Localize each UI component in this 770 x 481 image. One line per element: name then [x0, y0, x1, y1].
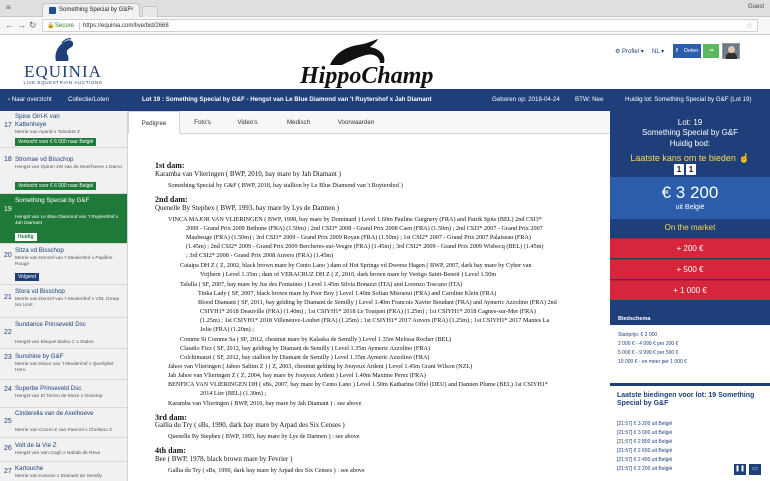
on-market-label: On the market	[664, 223, 716, 232]
logo-text: EQUINIA	[24, 62, 102, 81]
tab-videos[interactable]: Video's	[237, 119, 258, 126]
lot-list-sidebar	[0, 111, 128, 481]
offspring-line: Something Special by G&F ( BWP, 2018, bay stallion by Le Blue Diamond van 't Ruytershof )	[168, 182, 403, 189]
pedigree-line: BENFICA VAN VLIERINGEN DH ( sBs, 2007, bay mare by Cento Lano ) Level 1.50m Katharina Offel (DEU) and Damien Plume (BEL) 1st CSIYH1*	[168, 381, 549, 388]
current-price	[610, 177, 770, 219]
new-tab-button[interactable]	[142, 6, 158, 17]
facebook-icon: f	[676, 48, 678, 54]
lot-digit: 1	[674, 164, 684, 175]
lot-list-item[interactable]	[0, 438, 128, 462]
horse-logo-icon	[18, 37, 108, 63]
pedigree-line: CSIYH1* 2018 Deauville (FRA) (1.40m) ; 1st CSIYH1* 2018 Le Touquet (FRA) (1.25m) ; 1st CSIYH1* 2018 Cagnes-sur-Mer (FRA)	[200, 308, 536, 315]
gear-icon: ⚙	[615, 49, 623, 55]
lot-pedigree: Merrie van Denzel van 't Meulenhof x Papillon Rouge	[15, 256, 113, 267]
lot-name: Cinderella van de Axelhoeve	[15, 410, 94, 417]
pedigree-line: Karamba van Vlieringen ( BWP, 2010, bay mare by Jah Diamant ) : see above	[168, 400, 362, 407]
pedigree-line: Jolie (FRA) (1.20m) ;	[200, 326, 254, 333]
site-header	[0, 35, 770, 89]
tab-medical[interactable]: Medisch	[286, 119, 311, 126]
lot-name: Something Special by G&F	[15, 197, 90, 204]
lot-list-item[interactable]	[0, 148, 128, 194]
lot-name: Stora vd Bisschop	[15, 288, 65, 295]
avatar-body	[726, 53, 737, 59]
price-value: € 3 200	[661, 183, 719, 202]
reload-icon[interactable]: ↻	[29, 20, 37, 30]
guest-profile[interactable]: Guest	[747, 4, 764, 10]
pedigree-line: Tinka Lady ( SF, 2007, black brown mare by Poor Boy ) Level 1.40m Sofian Misraoui (FRA) and Caroline Klein (FRA)	[198, 290, 497, 297]
lot-number: 25	[4, 418, 12, 425]
pedigree-line: VINCA MAJOR VAN VLIERINGEN ( BWP, 1998, bay mare by Dominard ) Level 1.60m Pauline Guignery (FRA) and Patrik Spits (BEL) 2nd CSI3*	[168, 216, 542, 223]
bid-lot-name: Something Special by G&F	[641, 128, 739, 137]
language-label: NL	[652, 49, 660, 55]
last-chance-label	[610, 153, 770, 164]
dam2-name: Quenelle By Stephex ( BWP, 1993, bay mare by Lys de Darmen )	[155, 204, 339, 212]
dam4-title: 4th dam:	[155, 446, 186, 455]
tab-title: Something Special by G&F	[59, 7, 132, 13]
lot-pedigree: Hengst van Van Gogh x Nabab de Reve	[15, 451, 101, 456]
divider	[79, 22, 80, 30]
lot-list-item[interactable]	[0, 408, 128, 438]
address-bar[interactable]	[42, 19, 758, 32]
dam4-name: Bee ( BWP, 1978, black brown mare by Fevrier )	[155, 455, 293, 463]
lot-number: 22	[4, 329, 12, 336]
lot-list-item[interactable]	[0, 462, 128, 481]
next-badge: Volgend	[15, 273, 39, 281]
lot-list-item[interactable]	[0, 111, 128, 148]
pedigree-line: Maubeuge (FRA) (1.50m) ; 3rd CSI3* 2009 - Grand Prix 2009 Royan (FRA) (1.50m) ; 1st CSI2* 2007 - Grand Prix 2007 Palaiseau (FRA)	[186, 234, 531, 241]
lot-pedigree: Hengst van El Torreo de Muze x Nonstop	[15, 394, 103, 399]
bid-history-line: [21:57] € 2 400 uit België	[617, 457, 673, 463]
bid-schema-line: 10 000 € - en meer per 1 000 €	[618, 359, 687, 365]
back-arrow-icon[interactable]: ←	[5, 20, 14, 30]
pedigree-line: Vrijhern ) Level 1.35m ; dam of VERACRUZ DH Z ( Z, 2010, dark brown mare by Vertigo Saint-Benoit ) Level 1.50m	[200, 271, 497, 278]
bid-history-line: [21:57] € 2 200 uit België	[617, 466, 673, 472]
pedigree-line: 2009 - Grand Prix 2009 Bethune (FRA) (1.50m) ; 2nd CSI3* 2008 - Grand Prix 2008 Caen (FRA) (1.50m) ; 2nd CSI3* 2007 - Grand Prix 2007	[186, 225, 543, 232]
pedigree-line: Blood Diamant ( SF, 2011, bay gelding by Diamant de Semilly ) Level 1.40m Francois Xavier Boudant (FRA) and Aymeric Azzolino (FRA) 2nd	[198, 299, 557, 306]
bid-schema-line: Startprijs: € 2 000	[618, 332, 658, 338]
lot-name: Volt de la Vie Z	[15, 442, 57, 449]
browser-tab[interactable]	[42, 3, 140, 17]
pedigree-line: (1.45m) ; 2nd CSI2* 2009 - Grand Prix 2009 Bercheres-sur-Vesgre (FRA) (1.45m) ; 3rd CSI2* 2009 - Grand Prix 2009 Wisbecq (BEL) (1.45m)	[186, 243, 544, 250]
lot-list-item-active[interactable]	[0, 194, 128, 244]
pedigree-line: Cataipa DH Z ( Z, 2002, black brown mare by Cento Lano ) dam of Hot Springs vd Dwerse Hagen ( BWP, 2007, dark bay mare by Cyber van	[180, 262, 532, 269]
dam1-name: Karamba van Vlieringen ( BWP, 2010, bay mare by Jah Diamant )	[155, 170, 341, 178]
bid-history-line: [21:57] € 3 000 uit België	[617, 430, 673, 436]
logo-subtitle: LIVE EQUESTRIAN AUCTIONS	[23, 80, 103, 85]
lot-list-item[interactable]	[0, 285, 128, 318]
bid-history-line: [21:57] € 3 200 uit België	[617, 421, 673, 427]
pedigree-panel	[128, 134, 610, 481]
lot-number: 18	[4, 156, 12, 163]
lot-number: 19	[4, 206, 12, 213]
bid-history-title: Laatste biedingen voor lot: 19 Something Special by G&F	[617, 392, 755, 407]
forward-arrow-icon[interactable]: →	[17, 20, 26, 30]
hippochamp-logo	[300, 37, 434, 89]
lot-pedigree: Hengst van Bisquet Balou C x Stalon	[15, 340, 94, 345]
bid-500-button[interactable]: + 500 €	[610, 259, 770, 279]
pedigree-line: Claudio Fizz ( SF, 2012, bay gelding by Diamant de Semilly ) Level 1.35m Aymeric Azzolino (FRA)	[180, 345, 431, 352]
bookmark-star-icon[interactable]: ☆	[745, 21, 753, 30]
bid-schema-line: 5 000 € - 9 999 € per 500 €	[618, 350, 679, 356]
dam1-title: 1st dam:	[155, 161, 185, 170]
bidding-panel	[610, 111, 770, 481]
lot-digit: 1	[686, 164, 696, 175]
tab-pedigree[interactable]: Pedigree	[128, 111, 180, 134]
collection-link[interactable]: Collectie/Loten	[68, 96, 109, 103]
bid-lot-number: Lot: 19	[677, 118, 703, 127]
secure-label: Secure	[55, 23, 75, 29]
lot-name: Sundance Prinseveld Dsc	[15, 321, 86, 328]
born-date: Geboren op: 2018-04-24	[492, 96, 560, 103]
lot-number: 17	[4, 122, 12, 129]
lot-list-item[interactable]	[0, 349, 128, 380]
lock-icon: 🔒	[47, 23, 55, 29]
logout-icon: ⇥	[708, 48, 714, 54]
lot-pedigree: Merrie van Apardi x Taloubet Z	[15, 130, 80, 135]
lot-pedigree: Hengst van Le Blue Diamond van 't Ruytershof x Jah Diamant	[15, 215, 119, 226]
offspring-line: Gallia du Try ( sBs, 1990, dark bay mare by Arpad des Six Censes ) : see above	[168, 467, 365, 474]
auction-logo-text: HippoChamp	[300, 63, 434, 89]
lot-title	[142, 96, 432, 103]
lot-name-cont: Kattenheye	[15, 121, 47, 128]
lot-tabs	[128, 111, 610, 134]
pause-icon[interactable]: ❚❚	[734, 464, 746, 475]
lot-header-bar	[0, 89, 770, 111]
browser-tabbar	[0, 0, 770, 17]
lot-number: 24	[4, 386, 12, 393]
favicon-icon	[49, 7, 56, 14]
lot-number: 20	[4, 252, 12, 259]
lot-name: Sunshine by G&F	[15, 353, 64, 360]
bid-history	[610, 383, 770, 481]
bid-history-line: [21:57] € 2 800 uit België	[617, 439, 673, 445]
share-button[interactable]	[673, 44, 701, 58]
current-lot: Huidig lot: Something Special by G&F (Lot 19)	[625, 96, 752, 103]
pedigree-line: ; 3rd CSI2* 2008 - Grand Prix 2008 Auvers (FRA) (1.45m)	[186, 252, 334, 259]
lot-list-item[interactable]	[0, 244, 128, 285]
dam2-title: 2nd dam:	[155, 195, 188, 204]
btw-status: BTW: Nee	[575, 96, 604, 103]
profile-menu[interactable]: ⚙ Profiel ▾	[615, 49, 644, 55]
url-text: https://equinia.com/live/bid/2668	[83, 23, 169, 29]
lot-list-item[interactable]	[0, 318, 128, 349]
lot-pedigree: Merrie van Kannan x Diamant de Semilly	[15, 474, 102, 479]
lot-name: Sitza vd Bisschop	[15, 247, 64, 254]
lot-number: 26	[4, 445, 12, 452]
share-label: Delen	[684, 48, 699, 54]
lot-pedigree: Merrie van Nixon van 't Meulenhof x Querlybet Hero	[15, 362, 114, 373]
pedigree-line: Colchimanzi ( SF, 2012, bay stallion by Diamant de Semilly ) Level 1.35m Aymeric Azzolino (FRA)	[180, 354, 430, 361]
last-chance-text: Laatste kans om te bieden	[630, 153, 736, 163]
lot-title-text: Lot 19 : Something Special by G&F - Hengst van Le Blue Diamond van 't Ruytershof x Jah Diamant	[142, 96, 432, 103]
pedigree-line: (1.25m) ; 1st CSIYH1* 2018 Villeneuve-Loubet (FRA) (1.25m) ; 1st CSIYH1* 2017 Auvers (FRA) (1.25m) ; 1st CSIYH1* 2017 Mantes La	[200, 317, 550, 324]
lot-name: Kartouche	[15, 465, 44, 472]
bid-schema-line: 2 000 € - 4 999 € per 200 €	[618, 341, 679, 347]
tab-conditions[interactable]: Voorwaarden	[337, 119, 375, 126]
bid-1000-button[interactable]: + 1 000 €	[610, 280, 770, 300]
sold-badge: Verkocht voor € 6 000 naar België	[15, 138, 96, 146]
close-icon[interactable]: ×	[129, 6, 134, 13]
lot-pedigree: Merrie van Denzel van 't Meulenhof x VDL Groep No Limit	[15, 297, 120, 308]
back-to-overview-link[interactable]	[8, 96, 52, 103]
browser-toolbar	[0, 17, 770, 35]
bid-history-line: [21:57] € 2 600 uit België	[617, 448, 673, 454]
lot-name: Superbe Prinseveld Dsc	[15, 385, 82, 392]
dam3-name: Gallia du Try ( sBs, 1990, dark bay mare by Arpad des Six Censes )	[155, 421, 345, 429]
lot-number: 27	[4, 468, 12, 475]
price-origin: uit België	[675, 204, 705, 211]
back-label: Naar overzicht	[11, 96, 52, 103]
lot-name: Stromae vd Bisschop	[15, 156, 74, 163]
tab-photos[interactable]: Foto's	[194, 119, 211, 126]
logout-button[interactable]	[703, 44, 719, 58]
bid-status: Huidig bod:	[669, 139, 711, 148]
bid-200-button[interactable]: + 200 €	[610, 238, 770, 258]
lot-number: 23	[4, 354, 12, 361]
equinia-logo[interactable]	[18, 37, 108, 87]
offspring-line: Quenelle By Stephex ( BWP, 1993, bay mare by Lys de Darmen ) : see above	[168, 433, 360, 440]
lot-number: 21	[4, 294, 12, 301]
dam3-title: 3rd dam:	[155, 413, 187, 422]
pedigree-line: 2014 Lier (BEL) (1.30m) ;	[200, 390, 267, 397]
pedigree-line: Talulla ( SF, 2007, bay mare by Jus des Fontaines ) Level 1.45m Silvia Bonazzi (ITA) and Lorenzo Toscano (ITA)	[180, 281, 463, 288]
pedigree-line: Comme Si Comme Sa ( SF, 2012, chestnut mare by Kalaska de Semilly ) Level 1.35m Melissa Rocher (BEL)	[180, 336, 452, 343]
bid-schema	[610, 314, 770, 383]
chevron-left-icon: ‹	[8, 96, 12, 103]
lot-pedigree: Merrie van Cicero Z van Paemel x Chellano Z	[15, 428, 113, 433]
bid-box	[610, 111, 770, 314]
current-badge: Huidig	[15, 233, 37, 241]
lot-pedigree: Hengst van Opium JW van de Moerhoeve x Darco	[15, 165, 122, 170]
lot-number-boxes	[674, 164, 698, 175]
lot-list-item[interactable]	[0, 380, 128, 408]
avatar[interactable]	[722, 43, 740, 59]
pedigree-line: Jahoo van Vlieringen ( Jahoo Saltim Z ) ( Z, 2003, chestnut gelding by Jouyeux Ardent ) Level 1.45m Grant Wilson (NZL)	[168, 363, 473, 370]
lot-name: Spice Girl-K van	[15, 113, 60, 120]
profile-label: Profiel	[622, 49, 640, 55]
language-select[interactable]: NL ▾	[652, 49, 665, 55]
avatar-face	[728, 46, 735, 53]
hand-icon: ☝	[738, 153, 750, 163]
sold-badge: Verkocht voor € 6 000 naar België	[15, 182, 96, 190]
screen-icon[interactable]: ▭	[749, 464, 761, 475]
menu-icon[interactable]: ≡	[6, 3, 11, 12]
bid-schema-title: Biedschema	[610, 314, 770, 325]
pedigree-line: Jah Jahoe van Vlieringen Z ( Z, 2004, bay mare by Jouyeux Ardent ) Level 1.40m Maxime Perez (FRA)	[168, 372, 426, 379]
